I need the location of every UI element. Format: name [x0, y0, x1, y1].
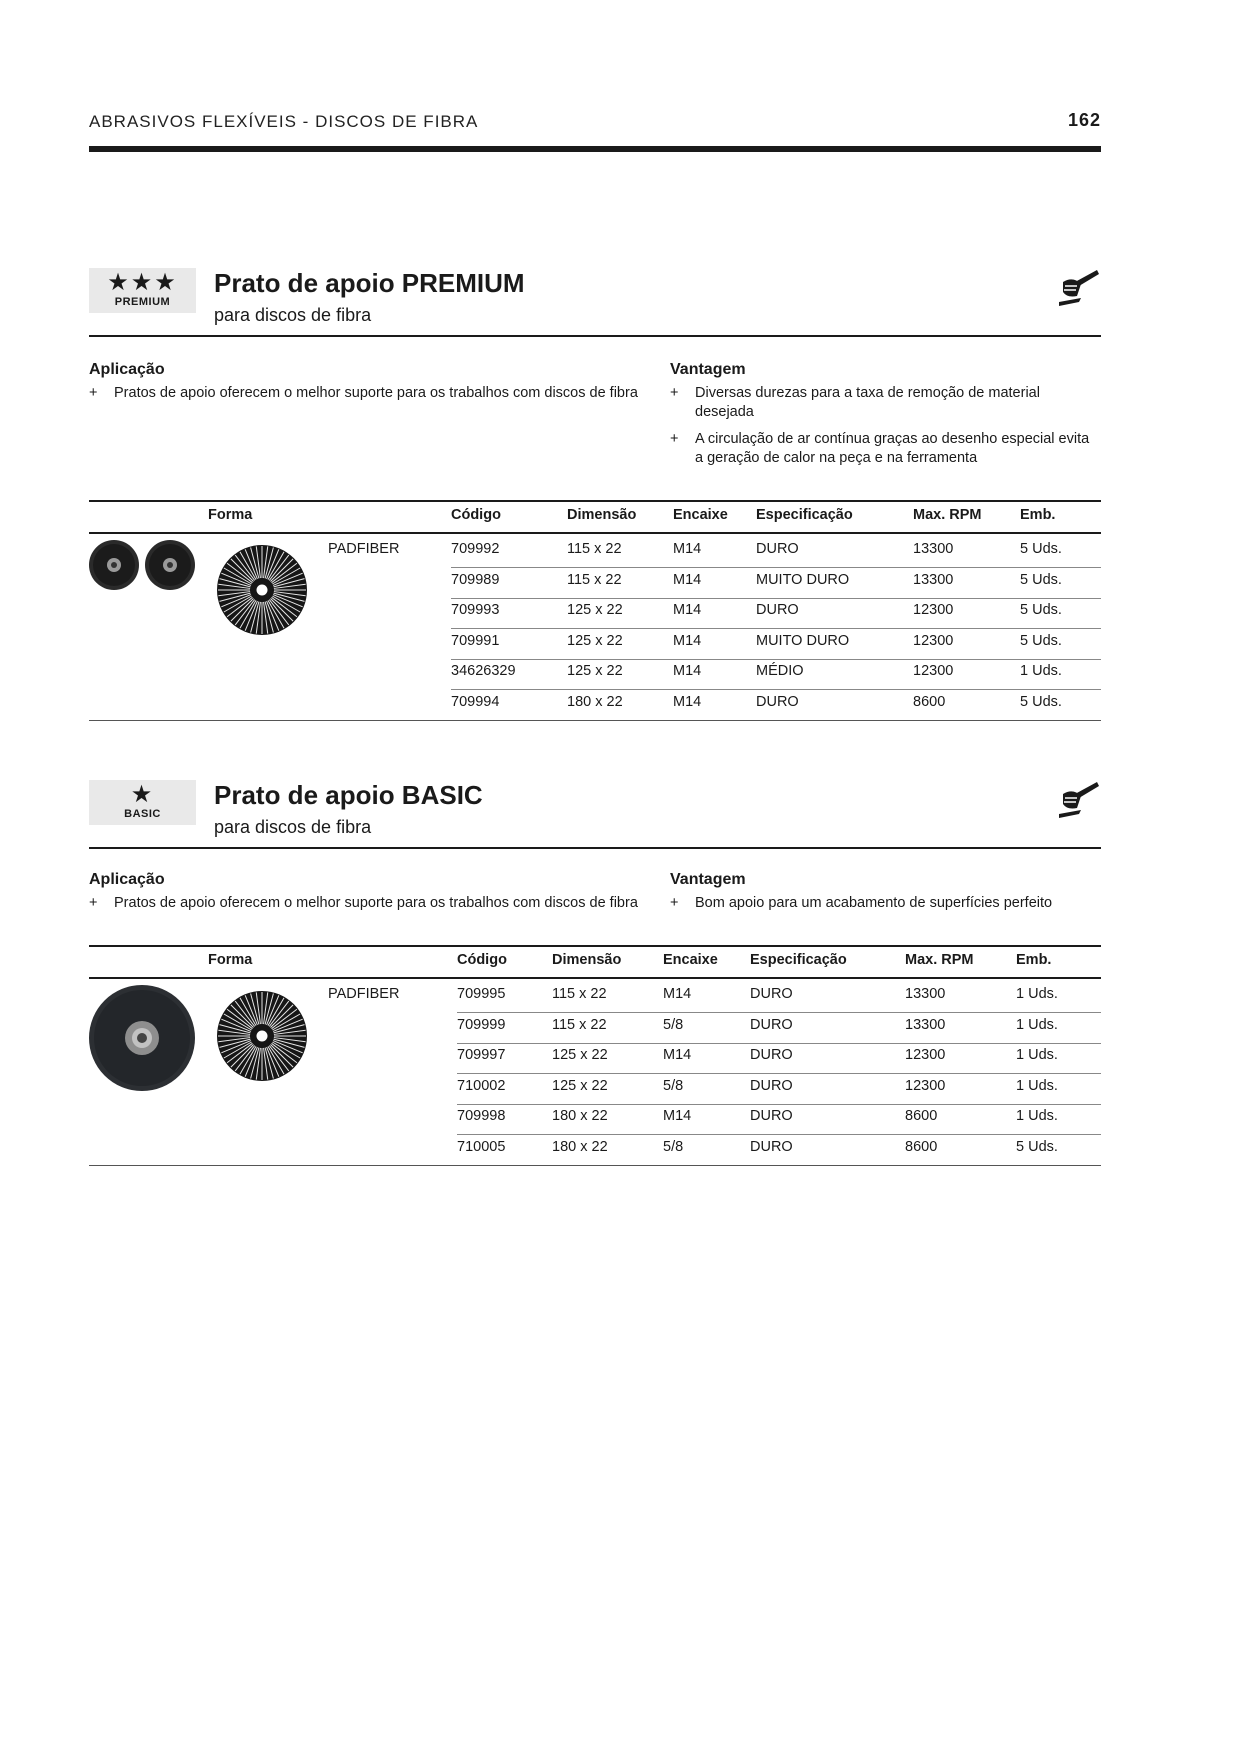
table-cell: 12300 — [913, 663, 954, 679]
table-cell: 709989 — [451, 571, 500, 588]
table-cell: 5 Uds. — [1016, 1138, 1058, 1155]
table-cell: 5 Uds. — [1020, 541, 1062, 557]
table-cell: DURO — [750, 986, 793, 1002]
forma-label: PADFIBER — [328, 986, 400, 1002]
table-cell: 1 Uds. — [1016, 1108, 1058, 1124]
table-row-rule — [451, 567, 1101, 568]
badge-label: BASIC — [124, 808, 161, 820]
table-cell: M14 — [673, 693, 702, 710]
table-cell: 1 Uds. — [1016, 986, 1058, 1002]
table-row-rule — [457, 1073, 1101, 1074]
table-cell: 180 x 22 — [552, 1108, 608, 1124]
table-bottom-rule — [89, 720, 1101, 721]
table-cell: 125 x 22 — [552, 1047, 608, 1063]
product-title: Prato de apoio BASIC — [214, 780, 483, 810]
table-cell: DURO — [750, 1047, 793, 1063]
table-cell: 1 Uds. — [1016, 1016, 1058, 1033]
vantagem-item: + Diversas durezas para a taxa de remoção de material desejada — [670, 385, 1040, 420]
table-cell: 12300 — [913, 602, 954, 618]
col-header-forma: Forma — [208, 952, 253, 968]
table-cell: 125 x 22 — [567, 663, 623, 679]
table-cell: DURO — [750, 1108, 793, 1124]
table-cell: 125 x 22 — [567, 602, 623, 618]
page-header — [89, 112, 1101, 152]
table-cell: DURO — [756, 541, 799, 557]
product-subtitle: para discos de fibra — [214, 817, 372, 837]
table-row-rule — [457, 1043, 1101, 1044]
table-cell: 1 Uds. — [1016, 1077, 1058, 1094]
table-cell: 5 Uds. — [1020, 632, 1062, 649]
table-cell: 8600 — [913, 693, 946, 710]
col-header-dimensao: Dimensão — [552, 952, 622, 968]
page-header-title: ABRASIVOS FLEXÍVEIS - DISCOS DE FIBRA — [89, 112, 479, 131]
table-row-rule — [457, 1104, 1101, 1105]
table-cell: 12300 — [913, 632, 954, 649]
table-cell: 709995 — [457, 986, 506, 1002]
badge-stars: ★★★ — [107, 269, 178, 296]
table-cell: 180 x 22 — [552, 1138, 608, 1155]
table-header-rule — [89, 532, 1101, 534]
table-cell: 34626329 — [451, 663, 516, 679]
header-rule — [89, 146, 1101, 152]
vantagem-heading: Vantagem — [670, 871, 746, 888]
table-cell: 709991 — [451, 632, 500, 649]
title-rule — [89, 335, 1101, 337]
col-header-encaixe: Encaixe — [673, 507, 728, 523]
table-cell: 125 x 22 — [552, 1077, 608, 1094]
table-cell: 709992 — [451, 541, 500, 557]
table-cell: 709999 — [457, 1016, 506, 1033]
col-header-especificacao: Especificação — [756, 507, 853, 523]
premium-badge — [89, 268, 196, 313]
product-title: Prato de apoio PREMIUM — [214, 268, 525, 298]
col-header-dimensao: Dimensão — [567, 507, 637, 523]
table-cell: 13300 — [905, 1016, 946, 1033]
table-cell: 5 Uds. — [1020, 693, 1062, 710]
badge-label: PREMIUM — [114, 296, 171, 308]
col-header-emb: Emb. — [1020, 507, 1056, 523]
table-cell: 8600 — [905, 1108, 938, 1124]
table-cell: 709993 — [451, 602, 500, 618]
table-cell: DURO — [750, 1138, 793, 1155]
table-cell: M14 — [673, 571, 702, 588]
table-row-rule — [451, 628, 1101, 629]
table-cell: 5/8 — [663, 1077, 684, 1094]
table-top-rule — [89, 500, 1101, 502]
vantagem-item: + A circulação de ar contínua graças ao desenho especial evita a geração de calor na peça e na ferramenta — [670, 431, 1090, 466]
table-cell: 8600 — [905, 1138, 938, 1155]
angle-grinder-icon — [1055, 780, 1101, 822]
table-cell: DURO — [750, 1016, 793, 1033]
table-cell: 710005 — [457, 1138, 506, 1155]
table-cell: M14 — [673, 541, 702, 557]
table-cell: 5 Uds. — [1020, 602, 1062, 618]
table-cell: 709998 — [457, 1108, 506, 1124]
col-header-forma: Forma — [208, 507, 253, 523]
page-number: 162 — [1067, 110, 1101, 130]
table-row-rule — [457, 1012, 1101, 1013]
table-cell: 5/8 — [663, 1138, 684, 1155]
table-cell: 115 x 22 — [567, 541, 622, 557]
col-header-encaixe: Encaixe — [663, 952, 718, 968]
table-cell: 13300 — [913, 541, 954, 557]
table-cell: MÉDIO — [756, 663, 804, 679]
aplicacao-heading: Aplicação — [89, 871, 165, 888]
product-image-fan — [216, 544, 308, 636]
table-cell: DURO — [750, 1077, 793, 1094]
table-header-rule — [89, 977, 1101, 979]
product-image-pads — [89, 538, 197, 592]
table-cell: M14 — [663, 1108, 692, 1124]
basic-badge — [89, 780, 196, 825]
table-cell: 115 x 22 — [552, 986, 607, 1002]
table-cell: 1 Uds. — [1016, 1047, 1058, 1063]
forma-label: PADFIBER — [328, 541, 400, 557]
table-cell: M14 — [663, 1047, 692, 1063]
table-row-rule — [451, 598, 1101, 599]
table-cell: 13300 — [913, 571, 954, 588]
badge-stars: ★ — [130, 781, 155, 808]
table-cell: 709994 — [451, 693, 500, 710]
col-header-maxrpm: Max. RPM — [913, 507, 982, 523]
table-cell: 180 x 22 — [567, 693, 623, 710]
table-cell: 115 x 22 — [567, 571, 622, 588]
table-cell: MUITO DURO — [756, 571, 850, 588]
table-row-rule — [451, 689, 1101, 690]
table-cell: M14 — [673, 632, 702, 649]
title-rule — [89, 847, 1101, 849]
table-cell: 5/8 — [663, 1016, 684, 1033]
aplicacao-heading: Aplicação — [89, 361, 165, 378]
product-subtitle: para discos de fibra — [214, 305, 372, 325]
table-cell: 125 x 22 — [567, 632, 623, 649]
col-header-codigo: Código — [457, 952, 507, 968]
vantagem-heading: Vantagem — [670, 361, 746, 378]
table-cell: M14 — [673, 602, 702, 618]
col-header-maxrpm: Max. RPM — [905, 952, 974, 968]
angle-grinder-icon — [1055, 268, 1101, 310]
table-cell: 13300 — [905, 986, 946, 1002]
table-cell: DURO — [756, 602, 799, 618]
table-cell: 12300 — [905, 1077, 946, 1094]
table-cell: 12300 — [905, 1047, 946, 1063]
table-row-rule — [451, 659, 1101, 660]
table-row-rule — [457, 1134, 1101, 1135]
table-cell: DURO — [756, 693, 799, 710]
table-cell: 5 Uds. — [1020, 571, 1062, 588]
table-cell: 709997 — [457, 1047, 506, 1063]
table-top-rule — [89, 945, 1101, 947]
col-header-codigo: Código — [451, 507, 501, 523]
table-bottom-rule — [89, 1165, 1101, 1166]
table-cell: 710002 — [457, 1077, 506, 1094]
table-cell: 1 Uds. — [1020, 663, 1062, 679]
col-header-especificacao: Especificação — [750, 952, 847, 968]
table-cell: M14 — [663, 986, 692, 1002]
product-image-pad — [89, 985, 195, 1091]
table-cell: M14 — [673, 663, 702, 679]
table-cell: 115 x 22 — [552, 1016, 607, 1033]
col-header-emb: Emb. — [1016, 952, 1052, 968]
table-cell: MUITO DURO — [756, 632, 850, 649]
product-image-fan — [216, 990, 308, 1082]
